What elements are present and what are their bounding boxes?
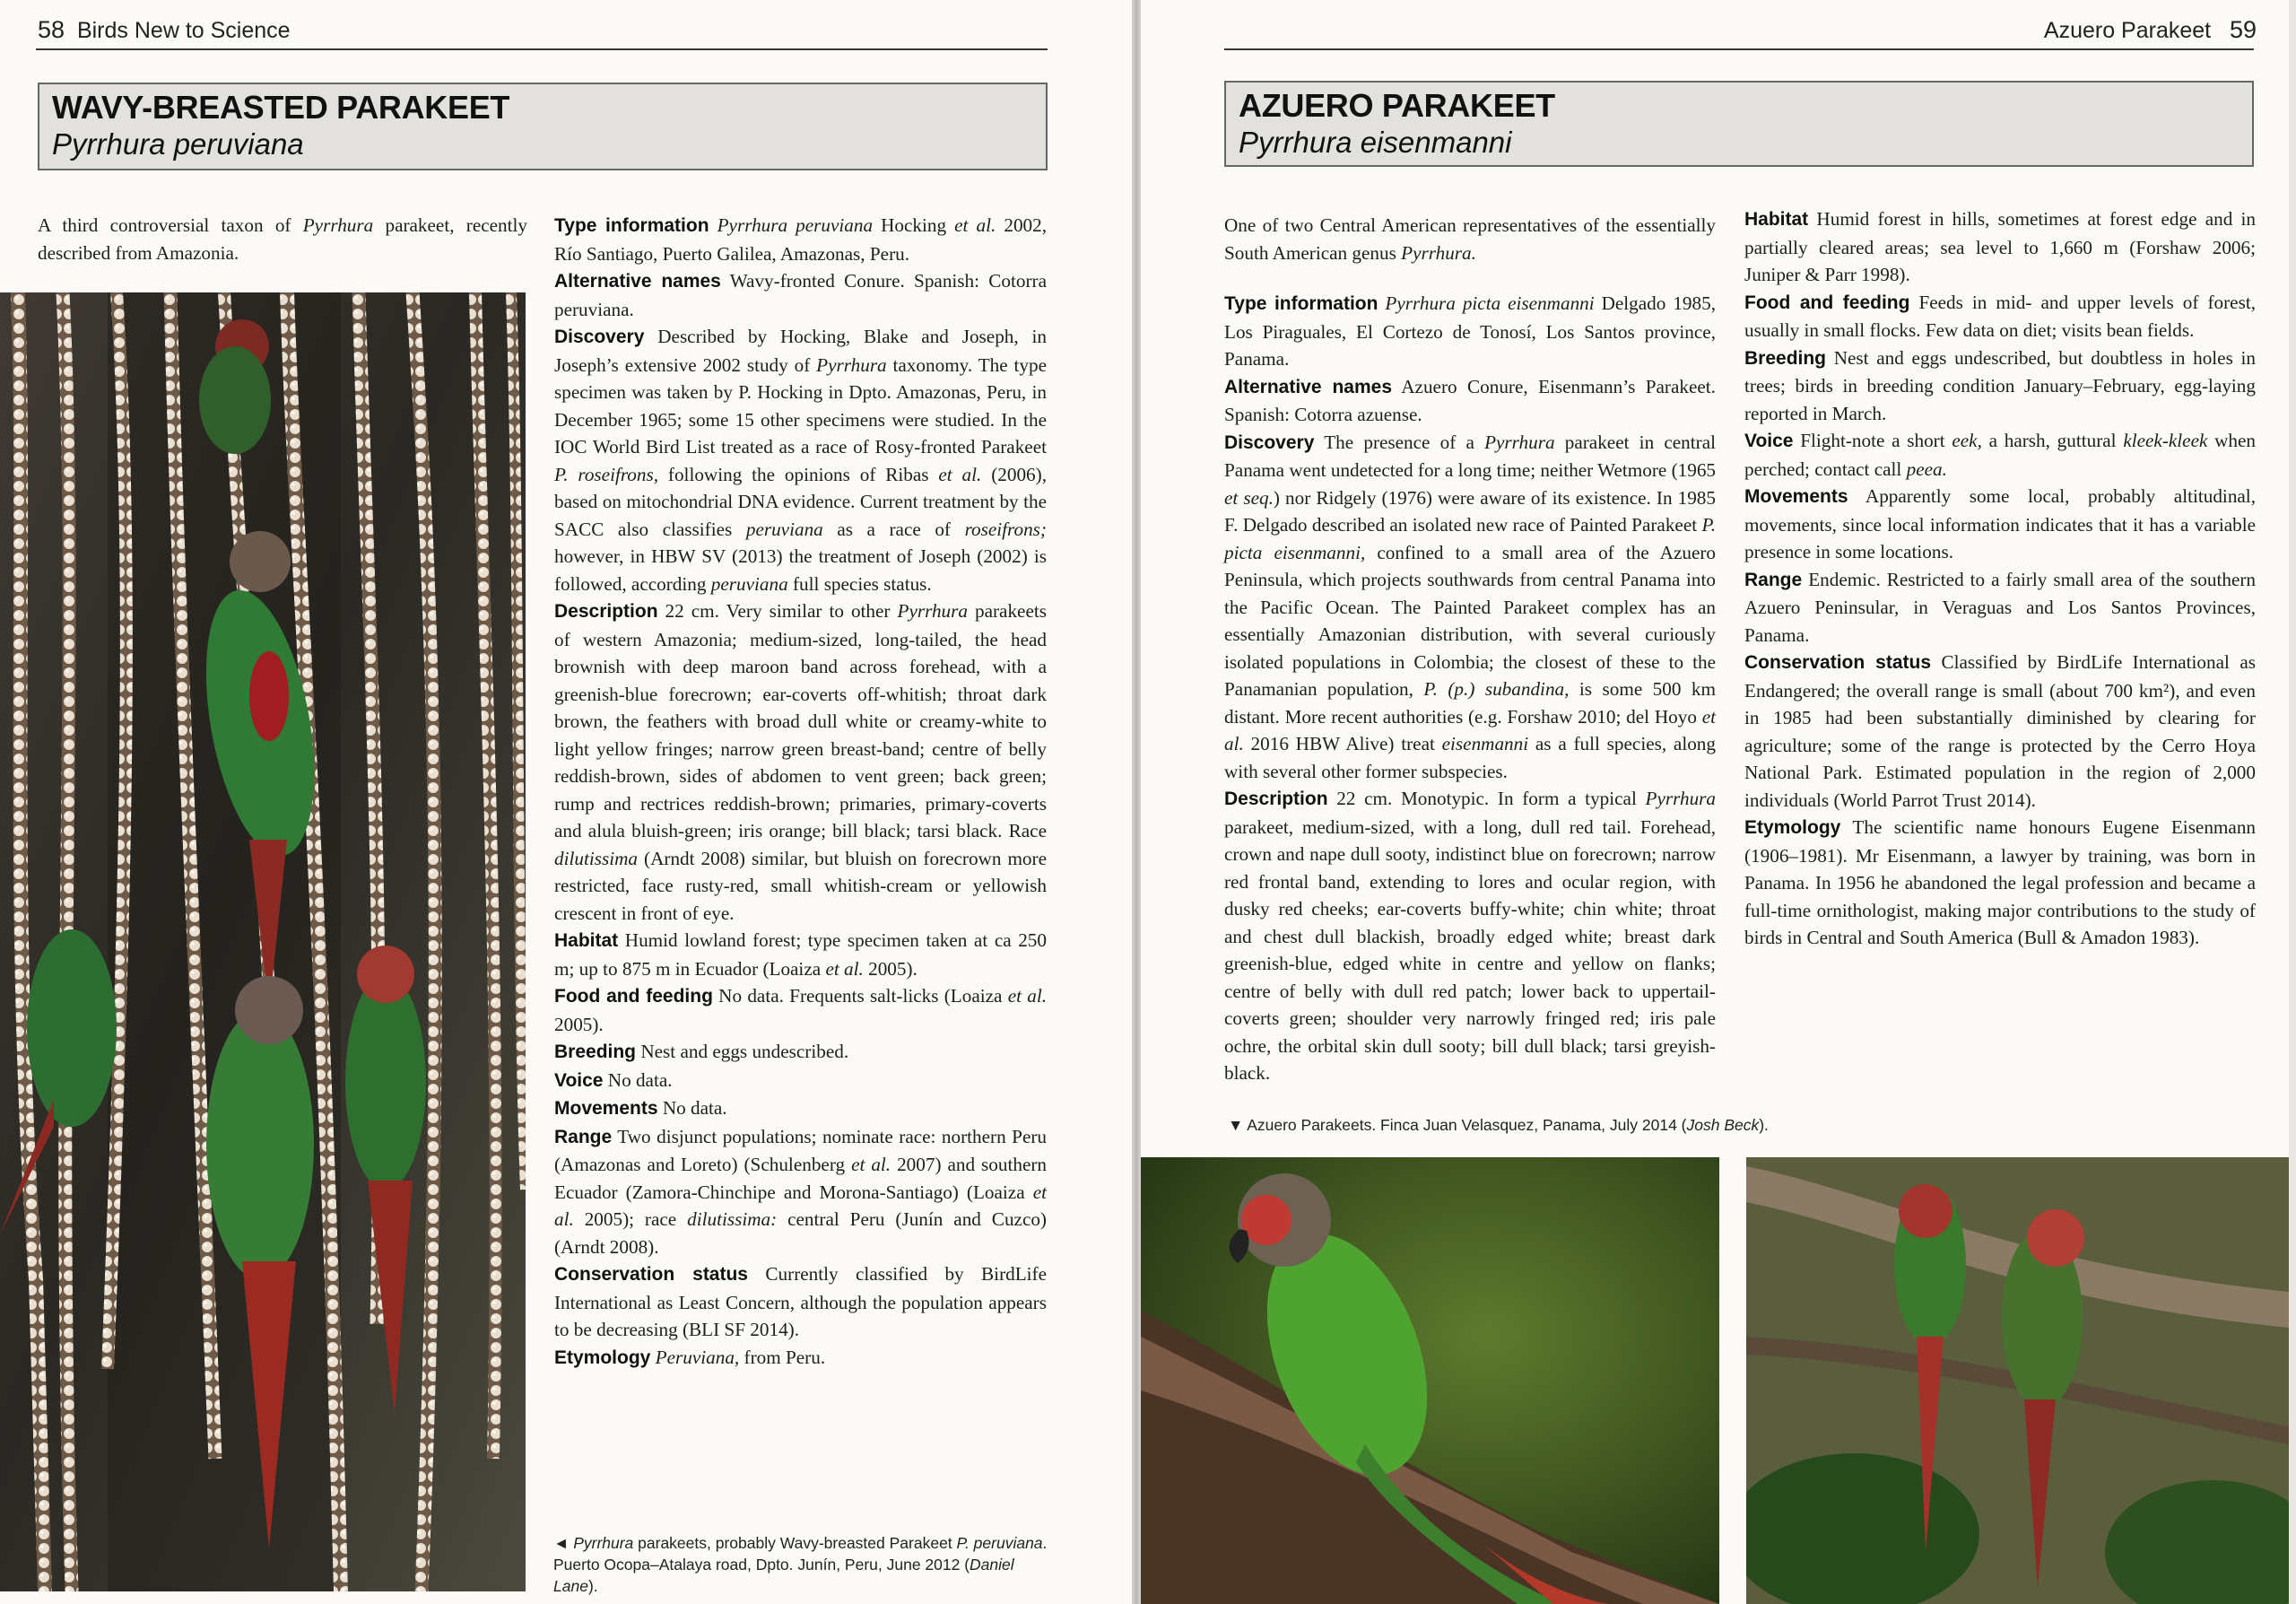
account-section: [1224, 373, 1716, 429]
photo-wavy-breasted-parakeets: [0, 292, 526, 1591]
text-run: (Arndt 2008) similar, but bluish on forecrown more restricted, face rusty-red, small whitish-cream or yellowish crescent in front of eye.: [554, 847, 1047, 924]
section-label: Food and feeding: [1744, 292, 1910, 313]
text-run: kleek-kleek: [2123, 430, 2208, 451]
text-run: parakeets, probably Wavy-breasted Parakeet: [633, 1534, 957, 1552]
species-title-box-left: [38, 83, 1048, 170]
account-section: [554, 1260, 1047, 1344]
text-run: roseifrons;: [964, 518, 1047, 540]
text-run: et al.: [825, 957, 864, 980]
running-head-right: [2044, 16, 2257, 44]
section-label: Food and feeding: [554, 986, 713, 1007]
text-run: Pyrrhura peruviana: [717, 214, 874, 236]
text-run: No data.: [662, 1097, 727, 1119]
photo-caption-left: [553, 1532, 1048, 1597]
palm-fruit-parakeet-illustration: [0, 292, 526, 1591]
text-run: Described by Hocking, Blake and Joseph, in Joseph’s extensive 2002 study of: [554, 326, 1047, 376]
text-run: 2005).: [863, 957, 918, 980]
text-run: dilutissima:: [687, 1208, 778, 1230]
text-run: Currently classified by BirdLife International as Least Concern, although the population appears to be decreasing (BLI SF 2014).: [554, 1263, 1048, 1340]
text-run: et seq.: [1224, 486, 1274, 509]
section-label: Habitat: [1744, 209, 1809, 230]
account-section: [554, 323, 1047, 597]
text-run: Endemic. Restricted to a fairly small area of the southern Azuero Peninsular, in Veraguas and Los Santos Provinces, Panama.: [1744, 568, 2257, 646]
text-run: et al.: [1224, 705, 1716, 754]
section-label: Conservation status: [1744, 652, 1932, 673]
text-run: Pyrrhura: [816, 353, 887, 376]
text-run: taxonomy. The type specimen was taken by P. Hocking in Dpto. Amazonas, Peru, in December 1965; some 15 other specimens were studied. In the IOC World Bird List treated as a race of Rosy-fronted Parakeet: [554, 353, 1047, 458]
header-rule-right: [1224, 48, 2254, 50]
text-run: Pyrrhura: [573, 1534, 634, 1552]
section-label: Range: [1744, 569, 1803, 590]
account-section: [1744, 483, 2256, 566]
text-run: is some 500 km distant. More recent authorities (e.g. Forshaw 2010; del Hoyo: [1224, 678, 1716, 728]
text-run: 22 cm. Monotypic. In form a typical: [1336, 788, 1646, 809]
section-label: Conservation status: [554, 1264, 748, 1285]
text-run: et al.: [851, 1154, 891, 1175]
text-run: peruviana: [745, 518, 823, 540]
species-title-box-right: [1224, 81, 2254, 167]
account-section: [1744, 205, 2256, 289]
section-label: Discovery: [554, 327, 645, 347]
account-section: [1224, 785, 1716, 1087]
text-run: when perched; contact call: [1744, 430, 2257, 480]
running-title-left: Birds New to Science: [76, 18, 291, 43]
section-label: Breeding: [554, 1042, 637, 1062]
text-run: A third controversial taxon of: [38, 214, 303, 236]
text-run: ).: [587, 1577, 598, 1595]
account-section: [1224, 429, 1716, 786]
account-section: [1744, 427, 2256, 483]
scientific-name-left: Pyrrhura peruviana: [52, 127, 304, 161]
page-number-left: 58: [38, 16, 65, 43]
text-run: Feeds in mid- and upper levels of forest, usually in small flocks. Few data on diet; visits bean fields.: [1744, 291, 2256, 341]
text-run: as a race of: [822, 518, 965, 540]
running-title-right: Azuero Parakeet: [2043, 18, 2212, 43]
left-page: [0, 0, 1132, 1604]
section-label: Voice: [1744, 431, 1794, 451]
book-gutter: [1132, 0, 1141, 1604]
section-label: Range: [554, 1126, 613, 1147]
text-run: Wavy-fronted Conure. Spanish: Cotorra peruviana.: [554, 270, 1047, 320]
text-run: P. roseifrons,: [554, 463, 659, 485]
account-section: [1744, 566, 2256, 649]
text-run: as a full species, along with several other former subspecies.: [1224, 733, 1716, 782]
right-page: [1141, 0, 2289, 1604]
text-run: The presence of a: [1324, 431, 1485, 453]
account-section: [554, 267, 1047, 323]
text-run: (2006), based on mitochondrial DNA evidence. Current treatment by the SACC also classifies: [554, 463, 1047, 540]
text-run: eek,: [1952, 430, 1982, 451]
text-run: ▼ Azuero Parakeets. Finca Juan Velasquez, Panama, July 2014 (: [1228, 1116, 1687, 1134]
account-section: [1744, 289, 2256, 344]
species-title-right: AZUERO PARAKEET: [1239, 87, 1555, 124]
text-run: confined to a small area of the Azuero Peninsula, which projects southwards from central Panama into the Pacific Ocean. The Painted Parakeet complex has an essentially Amazonian distribution, with several curiously isolated populations in Colombia; the closest of these to the Panamanian population,: [1224, 541, 1716, 700]
account-section: [554, 927, 1047, 982]
text-run: dilutissima: [554, 847, 639, 869]
account-section: [1224, 290, 1716, 373]
text-run: et al.: [938, 463, 982, 485]
text-run: parakeets of western Amazonia; medium-sized, long-tailed, the head brownish with deep maroon band across forehead, with a greenish-blue forecrown; ear-coverts off-whitish; throat dark brown, the feathers with broad dull white or creamy-white to light yellow fringes; narrow green breast-band; centre of belly reddish-brown, sides of abdomen to vent green; back green; rump and rectrices reddish-brown; primaries, primary-coverts and alula bluish-green; iris orange; bill black; tarsi black. Race: [554, 600, 1047, 841]
section-label: Movements: [1744, 486, 1848, 507]
section-label: Voice: [554, 1069, 604, 1091]
text-run: Two disjunct populations; nominate race: northern Peru (Amazonas and Loreto) (Schulenberg: [554, 1125, 1047, 1175]
text-run: 22 cm. Very similar to other: [665, 600, 898, 622]
text-run: 2002, Río Santiago, Puerto Galilea, Amazonas, Peru.: [554, 214, 1048, 265]
text-run: ).: [1759, 1116, 1769, 1134]
text-run: Pyrrhura picta eisenmanni: [1385, 292, 1595, 314]
text-run: Humid lowland forest; type specimen taken at ca 250 m; up to 875 m in Ecuador (Loaiza: [554, 929, 1047, 980]
account-section: [1744, 344, 2256, 428]
account-section: [1744, 814, 2256, 952]
text-run: Pyrrhura: [1484, 431, 1555, 453]
account-section: [554, 1067, 1047, 1095]
account-section: [554, 1344, 1047, 1373]
text-run: 2016 HBW Alive) treat: [1243, 733, 1442, 754]
photo-caption-right: [1228, 1114, 2214, 1136]
account-section: [554, 1094, 1047, 1123]
text-run: Humid forest in hills, sometimes at forest edge and in partially cleared areas; sea level to 1,660 m (Forshaw 2006; Juniper & Parr 1998).: [1744, 208, 2257, 285]
text-run: eisenmanni: [1441, 733, 1529, 754]
section-label: Type information: [554, 215, 709, 236]
text-column-right-2: [1744, 205, 2256, 952]
text-run: et al.: [1007, 985, 1048, 1007]
section-label: Etymology: [1744, 817, 1841, 838]
text-run: a harsh, guttural: [1981, 430, 2124, 451]
azuero-parakeet-illustration-1: [1141, 1157, 1719, 1604]
text-run: 2007) and southern Ecuador (Zamora-Chinchipe and Morona-Santiago) (Loaiza: [554, 1154, 1047, 1203]
text-run: Pyrrhura: [897, 600, 968, 622]
text-run: full species status.: [787, 572, 932, 595]
photo-azuero-parakeet-single: [1141, 1157, 1719, 1604]
text-run: Delgado 1985, Los Piraguales, El Cortezo de Tonosí, Los Santos province, Panama.: [1224, 292, 1716, 370]
text-run: P. peruviana: [956, 1534, 1043, 1552]
text-run: central Peru (Junín and Cuzco) (Arndt 2008).: [554, 1208, 1047, 1258]
text-run: 2005); race: [573, 1208, 688, 1230]
section-label: Movements: [554, 1098, 658, 1119]
account-section: [554, 982, 1047, 1038]
text-run: however, in HBW SV (2013) the treatment of Joseph (2002) is followed, according: [554, 545, 1047, 595]
text-run: ◄: [553, 1534, 574, 1552]
text-run: et al.: [554, 1181, 1047, 1230]
text-run: Pyrrhura: [302, 214, 374, 236]
page-number-right: 59: [2229, 16, 2257, 43]
intro-spacer: [1224, 266, 1716, 290]
account-section: [554, 597, 1047, 927]
text-run: Azuero Conure, Eisenmann’s Parakeet. Spanish: Cotorra azuense.: [1224, 375, 1716, 425]
text-run: Apparently some local, probably altitudinal, movements, since local information indicates that it has a variable presence in some locations.: [1744, 485, 2256, 562]
section-label: Description: [1224, 789, 1328, 809]
running-head-left: [38, 16, 291, 44]
text-run: parakeet, medium-sized, with a long, dull red tail. Forehead, crown and nape dull sooty, indistinct blue on forecrown; narrow red frontal band, extending to lores and ocular region, with dusky red cheeks; ear-coverts buffy-white; chin white; throat and chest dull blackish, broadly edged white; breast dark greenish-blue, edged white in centre and yellow on flanks; centre of belly with dull red patch; lower back to uppertail-coverts green; shoulder very narrowly fringed red; iris pale ochre, the orbital skin dull sooty; bill dull black; tarsi greyish-black.: [1224, 815, 1716, 1084]
text-run: Hocking: [873, 214, 955, 236]
text-run: The scientific name honours Eugene Eisenmann (1906–1981). Mr Eisenmann, a lawyer by training, was born in Panama. In 1956 he abandoned the legal profession and became a full-time ornithologist, making major contributions to the study of birds in Central and South America (Bull & Amadon 1983).: [1744, 816, 2257, 948]
intro-text-right: [1224, 212, 1716, 266]
section-label: Habitat: [554, 930, 619, 951]
scientific-name-right: Pyrrhura eisenmanni: [1239, 126, 1512, 159]
section-label: Etymology: [554, 1347, 651, 1368]
account-section: [554, 212, 1047, 267]
text-run: Peruviana,: [655, 1346, 740, 1368]
header-rule-left: [36, 48, 1048, 50]
text-run: following the opinions of Ribas: [658, 463, 939, 485]
photo-azuero-parakeet-pair: [1746, 1157, 2289, 1604]
text-run: et al.: [954, 214, 996, 236]
species-title-left: WAVY-BREASTED PARAKEET: [52, 89, 510, 126]
section-label: Breeding: [1744, 347, 1827, 369]
section-label: Description: [554, 601, 658, 622]
text-run: Daniel Lane: [553, 1556, 1014, 1595]
account-section: [1744, 649, 2256, 814]
text-run: . Puerto Ocopa–Atalaya road, Dpto. Junín, Peru, June 2012 (: [553, 1534, 1048, 1573]
text-run: P. picta eisenmanni,: [1224, 514, 1716, 563]
text-run: parakeet in central Panama went undetected for a long time; neither Wetmore (1965: [1224, 431, 1717, 481]
text-run: Flight-note a short: [1800, 430, 1952, 451]
text-run: Pyrrhura: [1645, 788, 1717, 809]
text-run: from Peru.: [739, 1346, 826, 1368]
azuero-parakeet-illustration-2: [1746, 1157, 2289, 1604]
section-label: Type information: [1224, 293, 1378, 314]
account-section: [554, 1038, 1047, 1067]
text-run: Josh Beck: [1686, 1116, 1760, 1134]
text-run: P. (p.) subandina,: [1423, 678, 1570, 700]
intro-text-left: [38, 212, 527, 266]
text-run: One of two Central American representatives of the essentially South American genus: [1224, 214, 1716, 264]
text-run: No data. Frequents salt-licks (Loaiza: [718, 985, 1008, 1007]
text-column-right-1: [1224, 212, 1716, 1087]
text-run: 2005).: [554, 1013, 604, 1035]
text-run: Classified by BirdLife International as Endangered; the overall range is small (about 700 km²), and even in 1985 had been substantially diminished by clearing for agriculture; some of the range is protected by the Cerro Hoya National Park. Estimated population in the region of 2,000 individuals (World Parrot Trust 2014).: [1744, 651, 2256, 811]
text-run: peruviana: [710, 572, 788, 595]
text-run: ) nor Ridgely (1976) were aware of its existence. In 1985 F. Delgado described an isolated new race of Painted Parakeet: [1224, 486, 1716, 536]
text-column-left: [554, 212, 1047, 1372]
section-label: Alternative names: [1224, 376, 1393, 397]
text-run: Pyrrhura.: [1401, 241, 1476, 264]
text-run: peea.: [1906, 458, 1947, 480]
section-label: Discovery: [1224, 432, 1315, 453]
account-section: [554, 1123, 1047, 1261]
text-run: parakeet, recently described from Amazonia.: [38, 214, 527, 264]
section-label: Alternative names: [554, 271, 721, 292]
text-run: Nest and eggs undescribed.: [640, 1041, 849, 1062]
text-run: No data.: [607, 1068, 673, 1091]
text-run: Nest and eggs undescribed, but doubtless in holes in trees; birds in breeding condition January–February, egg-laying reported in March.: [1744, 346, 2257, 424]
